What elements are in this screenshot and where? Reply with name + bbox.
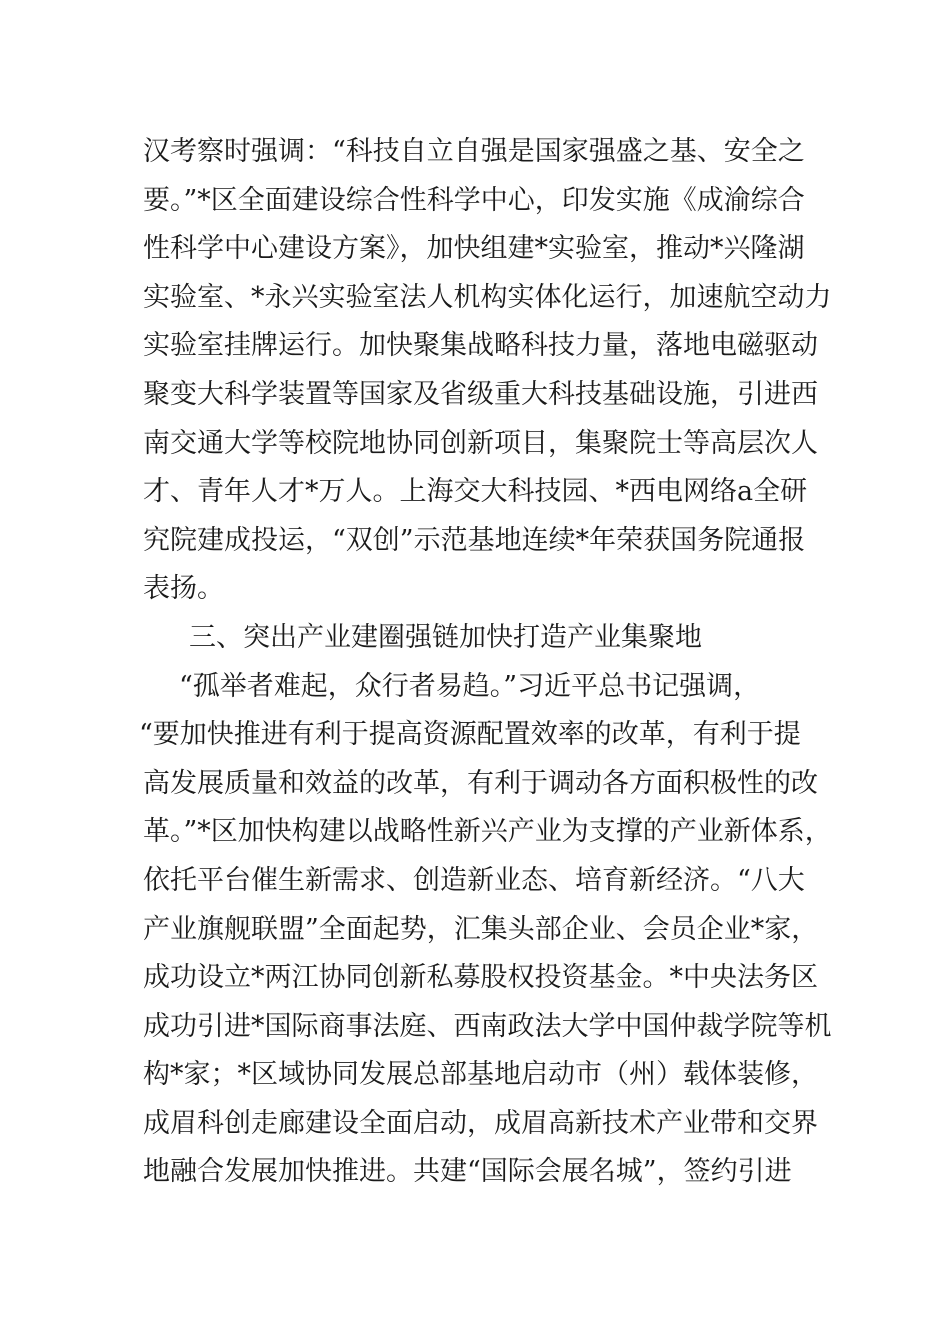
- text-line-21: 成眉科创走廊建设全面启动，成眉高新技术产业带和交界: [143, 1107, 818, 1139]
- text-line-18: 成功设立*两江协同创新私募股权投资基金。*中央法务区: [143, 962, 818, 994]
- text-line-15: 革。”*区加快构建以战略性新兴产业为支撑的产业新体系，: [143, 816, 832, 848]
- text-line-22: 地融合发展加快推进。共建“国际会展名城”，签约引进: [143, 1156, 792, 1188]
- text-line-17: 产业旗舰联盟”全面起势，汇集头部企业、会员企业*家，: [143, 913, 819, 945]
- text-line-16: 依托平台催生新需求、创造新业态、培育新经济。“八大: [143, 864, 805, 896]
- text-line-12: “孤举者难起，众行者易趋。”习近平总书记强调，: [179, 670, 761, 702]
- text-line-20: 构*家；*区域协同发展总部基地启动市（州）载体装修，: [143, 1059, 818, 1091]
- text-line-13: “要加快推进有利于提高资源配置效率的改革，有利于提: [139, 719, 801, 751]
- text-line-10: 表扬。: [143, 573, 224, 605]
- text-line-9: 究院建成投运，“双创”示范基地连续*年荣获国务院通报: [143, 524, 806, 556]
- text-line-6: 聚变大科学装置等国家及省级重大科技基础设施，引进西: [143, 378, 818, 410]
- text-line-8: 才、青年人才*万人。上海交大科技园、*西电网络a全研: [143, 476, 808, 508]
- text-line-14: 高发展质量和效益的改革，有利于调动各方面积极性的改: [143, 767, 818, 799]
- text-line-7: 南交通大学等校院地协同创新项目，集聚院士等高层次人: [143, 427, 818, 459]
- text-line-19: 成功引进*国际商事法庭、西南政法大学中国仲裁学院等机: [143, 1010, 832, 1042]
- body-text: [139, 128, 832, 1197]
- text-line-3: 性科学中心建设方案》，加快组建*实验室，推动*兴隆湖: [143, 233, 805, 265]
- text-line-2: 要。”*区全面建设综合性科学中心，印发实施《成渝综合: [143, 184, 805, 216]
- text-line-1: 汉考察时强调：“科技自立自强是国家强盛之基、安全之: [143, 136, 805, 167]
- text-line-5: 实验室挂牌运行。加快聚集战略科技力量，落地电磁驱动: [143, 330, 818, 362]
- text-line-4: 实验室、*永兴实验室法人机构实体化运行，加速航空动力: [143, 281, 832, 313]
- section-heading: 三、突出产业建圈强链加快打造产业集聚地: [189, 621, 702, 653]
